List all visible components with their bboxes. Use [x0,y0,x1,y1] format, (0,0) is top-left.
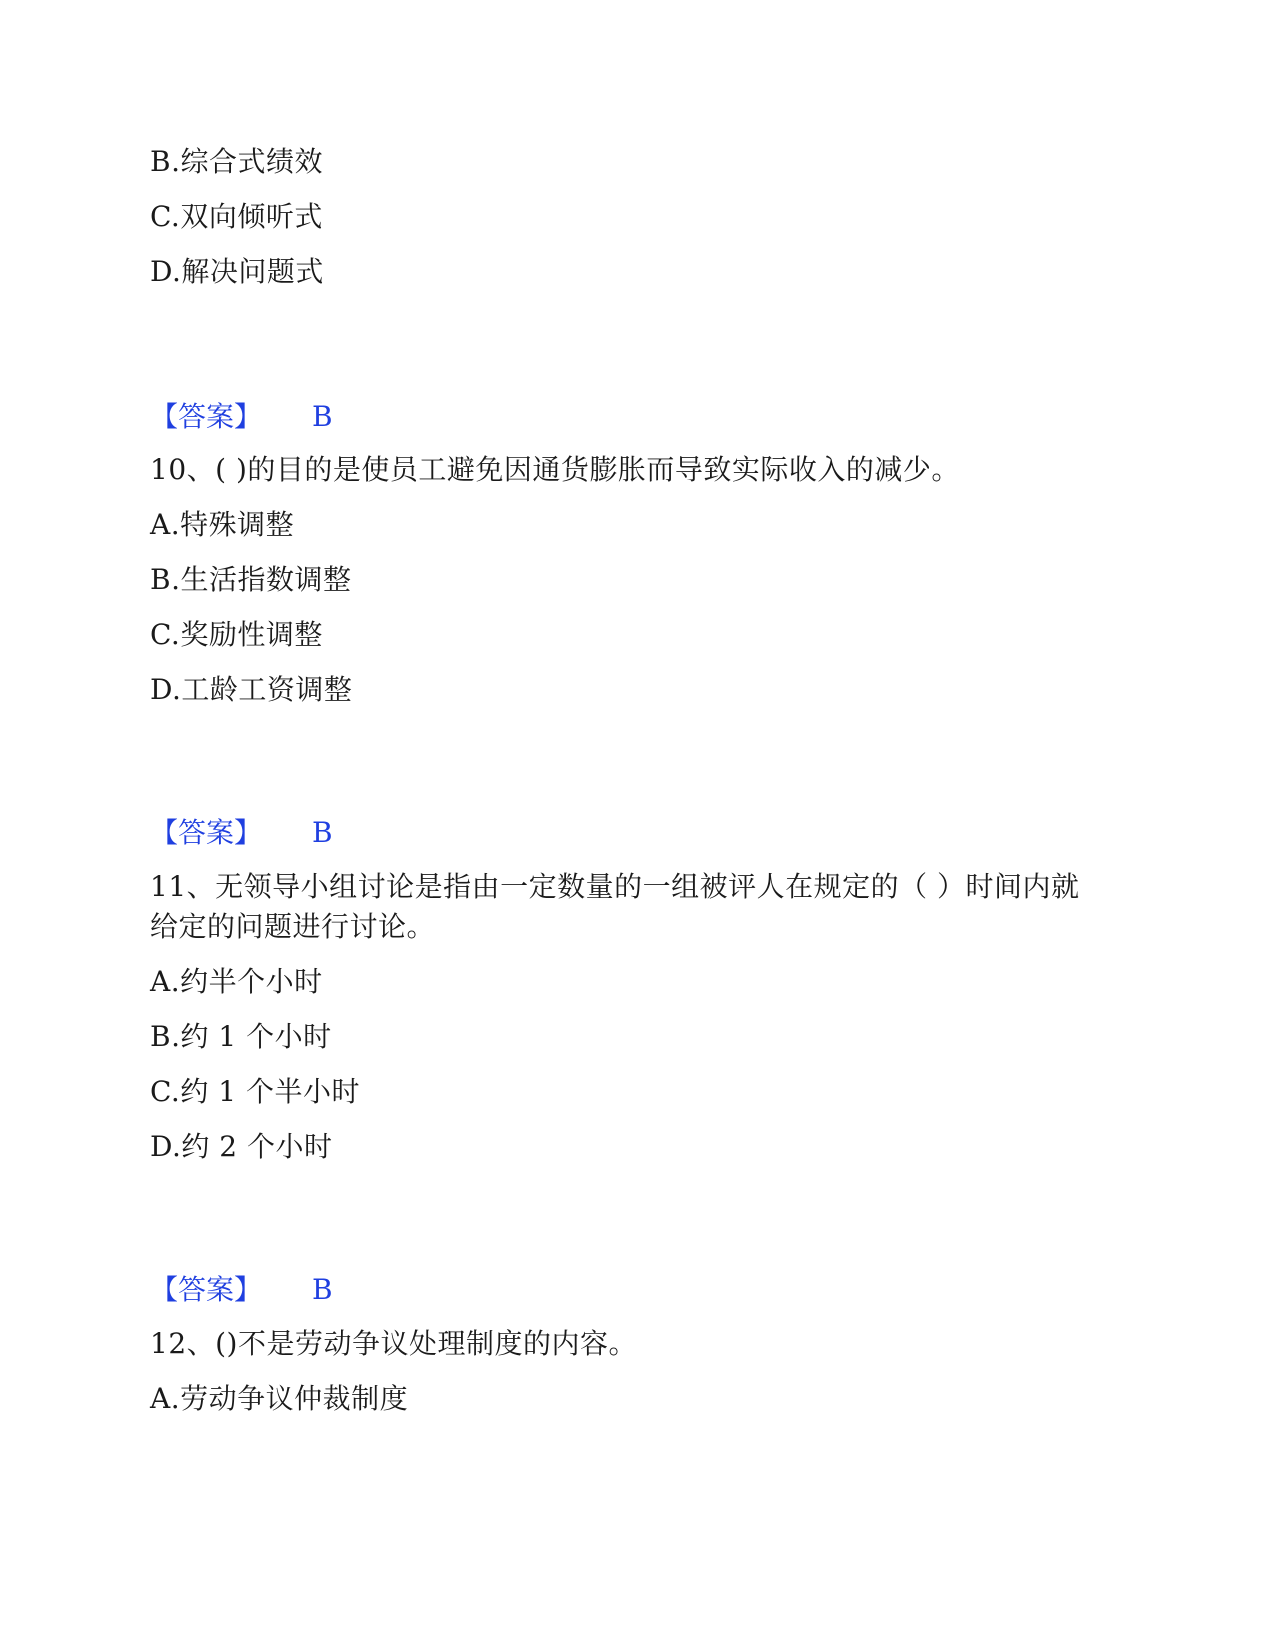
answer-label: 【答案】 [150,1273,263,1306]
q11-option-a: A.约半个小时 [150,965,323,998]
q11-option-d: D.约 2 个小时 [150,1130,333,1163]
q10-option-d: D.工龄工资调整 [150,673,353,706]
q11-question-line2: 给定的问题进行讨论。 [150,910,436,943]
q11-option-c: C.约 1 个半小时 [150,1075,360,1108]
q10-option-a: A.特殊调整 [150,508,295,541]
q11-question-line1: 11、无领导小组讨论是指由一定数量的一组被评人在规定的（ ）时间内就 [150,870,1080,903]
q11-answer [150,1270,333,1310]
q12-question: 12、()不是劳动争议处理制度的内容。 [150,1327,637,1360]
answer-value: B [312,400,333,433]
q9-answer [150,397,333,437]
q12-option-a: A.劳动争议仲裁制度 [150,1382,409,1415]
q10-option-b: B.生活指数调整 [150,563,352,596]
q10-option-c: C.奖励性调整 [150,618,323,651]
answer-label: 【答案】 [150,816,263,849]
q10-question: 10、( )的目的是使员工避免因通货膨胀而导致实际收入的减少。 [150,453,960,486]
q11-option-b: B.约 1 个小时 [150,1020,332,1053]
q9-option-b: B.综合式绩效 [150,145,323,178]
answer-value: B [312,816,333,849]
q10-answer [150,813,333,853]
answer-label: 【答案】 [150,400,263,433]
answer-value: B [312,1273,333,1306]
q9-option-d: D.解决问题式 [150,255,324,288]
q9-option-c: C.双向倾听式 [150,200,323,233]
